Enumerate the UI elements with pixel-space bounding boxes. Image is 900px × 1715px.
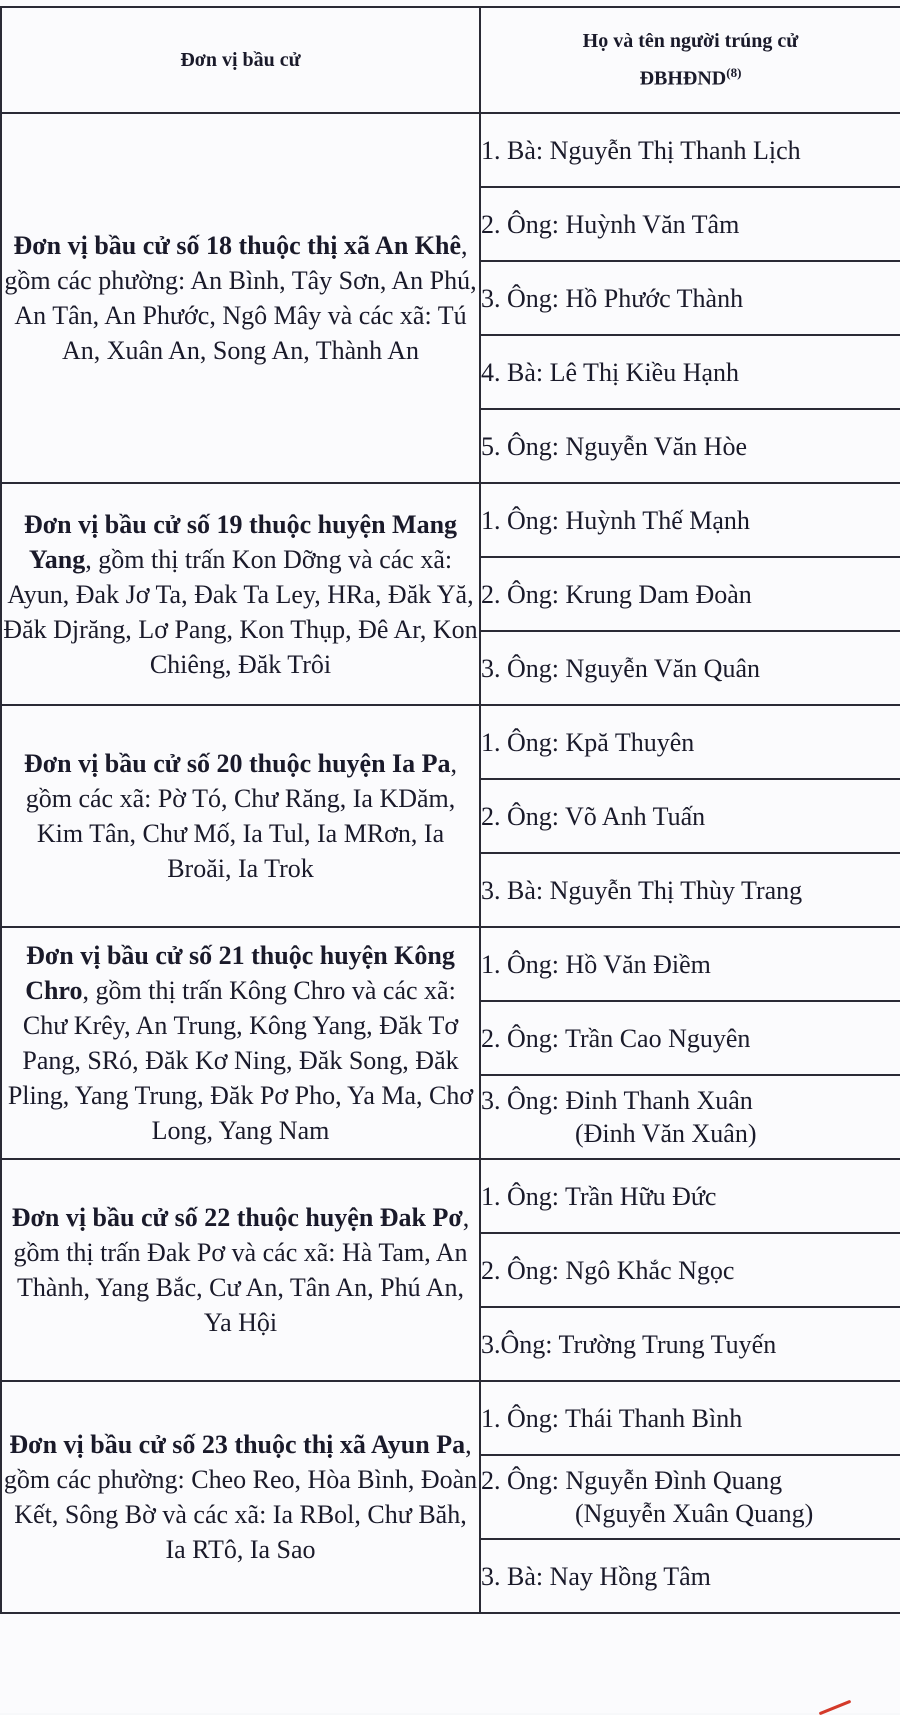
header-row [1,7,900,113]
elected-member-name: 1. Ông: Huỳnh Thế Mạnh [481,505,750,535]
electoral-unit-title: Đơn vị bầu cử số 19 thuộc huyện Mang Yang [23,509,458,574]
header-elected-name [480,7,900,113]
header-unit: Đơn vị bầu cử [1,7,480,113]
electoral-unit-title: Đơn vị bầu cử số 23 thuộc thị xã Ayun Pa [9,1430,466,1459]
electoral-unit-cell [1,113,480,483]
elected-member-cell [480,409,900,483]
table-row [1,1159,900,1233]
electoral-unit-title: Đơn vị bầu cử số 21 thuộc huyện Kông Chro [25,941,455,1005]
table-row [1,113,900,187]
elected-member-name: 2. Ông: Trần Cao Nguyên [481,1023,751,1053]
elected-member-cell [480,1455,900,1539]
table-row [1,1381,900,1455]
elected-member-name: 3. Bà: Nay Hồng Tâm [481,1561,711,1591]
elected-member-name: 2. Ông: Krung Dam Đoàn [481,579,752,609]
elected-member-cell [480,261,900,335]
elected-member-cell [480,1307,900,1381]
electoral-unit-cell [1,1381,480,1613]
header-name-line1: Họ và tên người trúng cử [582,30,799,53]
elected-member-name: 4. Bà: Lê Thị Kiều Hạnh [481,357,740,387]
electoral-unit-cell [1,483,480,705]
elected-member-name: 1. Ông: Trần Hữu Đức [481,1181,717,1211]
elected-member-cell [480,1539,900,1613]
table-row [1,483,900,557]
elected-member-name: 3. Ông: Hồ Phước Thành [481,283,744,313]
elected-member-name: 3.Ông: Trường Trung Tuyến [481,1329,777,1359]
elected-member-name: 3. Ông: Đinh Thanh Xuân [481,1086,753,1115]
electoral-unit-areas: , gồm thị trấn Kon Dỡng và các xã: Ayun, Đak Jơ Ta, Đak Ta Ley, HRa, Đăk Yă, Đăk Djrăng, Lơ Pang, Kon Thụp, Đê Ar, Kon Chiêng, Đăk Trôi [3,544,478,679]
elected-member-name: 1. Bà: Nguyễn Thị Thanh Lịch [481,135,801,165]
electoral-unit-title: Đơn vị bầu cử số 22 thuộc huyện Đak Pơ [11,1203,463,1232]
elected-member-name: 2. Ông: Huỳnh Văn Tâm [481,209,740,239]
elected-member-name: 2. Ông: Nguyễn Đình Quang [481,1466,783,1495]
elected-member-name: 5. Ông: Nguyễn Văn Hòe [481,431,747,461]
election-results-table [0,6,900,1614]
elected-member-cell [480,557,900,631]
electoral-unit-cell [1,1159,480,1381]
electoral-unit-areas: , gồm các phường: An Bình, Tây Sơn, An Phú, An Tân, An Phước, Ngô Mây và các xã: Tú An, Xuân An, Song An, Thành An [4,231,477,365]
electoral-unit-areas: , gồm các phường: Cheo Reo, Hòa Bình, Đoàn Kết, Sông Bờ và các xã: Ia RBol, Chư Băh, Ia RTô, Ia Sao [3,1430,478,1564]
table-row [1,705,900,779]
elected-member-cell [480,1233,900,1307]
table-row [1,927,900,1001]
elected-member-name: 3. Bà: Nguyễn Thị Thùy Trang [481,875,803,905]
elected-member-cell [480,335,900,409]
electoral-unit-areas: , gồm thị trấn Đak Pơ và các xã: Hà Tam, An Thành, Yang Bắc, Cư An, Tân An, Phú An, Ya Hội [13,1203,470,1337]
elected-member-name: 1. Ông: Thái Thanh Bình [481,1403,743,1433]
elected-member-cell [480,187,900,261]
elected-member-alias: (Nguyễn Xuân Quang) [575,1499,814,1528]
elected-member-cell [480,1075,900,1159]
elected-member-name: 1. Ông: Kpă Thuyên [481,727,695,757]
elected-member-cell [480,927,900,1001]
elected-member-cell [480,631,900,705]
elected-member-cell [480,113,900,187]
electoral-unit-title: Đơn vị bầu cử số 20 thuộc huyện Ia Pa [23,749,451,778]
electoral-unit-areas: , gồm các xã: Pờ Tó, Chư Răng, Ia KDăm, Kim Tân, Chư Mố, Ia Tul, Ia MRơn, Ia Broăi, Ia Trok [25,749,458,883]
elected-member-name: 3. Ông: Nguyễn Văn Quân [481,653,760,683]
elected-member-name: 2. Ông: Võ Anh Tuấn [481,801,706,831]
elected-member-alias: (Đinh Văn Xuân) [575,1119,757,1148]
electoral-unit-cell [1,705,480,927]
elected-member-cell [480,705,900,779]
electoral-unit-cell [1,927,480,1159]
elected-member-name: 1. Ông: Hồ Văn Điềm [481,949,711,979]
elected-member-cell [480,853,900,927]
electoral-unit-title: Đơn vị bầu cử số 18 thuộc thị xã An Khê [13,231,462,260]
elected-member-cell [480,1381,900,1455]
header-name-line2: ĐBHĐND [639,67,727,90]
electoral-unit-areas: , gồm thị trấn Kông Chro và các xã: Chư Krêy, An Trung, Kông Yang, Đăk Tơ Pang, SRó, Đăk Kơ Ning, Đăk Song, Đăk Pling, Yang Trung, Đăk Pơ Pho, Ya Ma, Chơ Long, Yang Nam [7,976,474,1145]
elected-member-cell [480,1001,900,1075]
header-name-footnote: (8) [726,65,742,81]
elected-member-cell [480,483,900,557]
elected-member-name: 2. Ông: Ngô Khắc Ngọc [481,1255,735,1285]
elected-member-cell [480,1159,900,1233]
elected-member-cell [480,779,900,853]
